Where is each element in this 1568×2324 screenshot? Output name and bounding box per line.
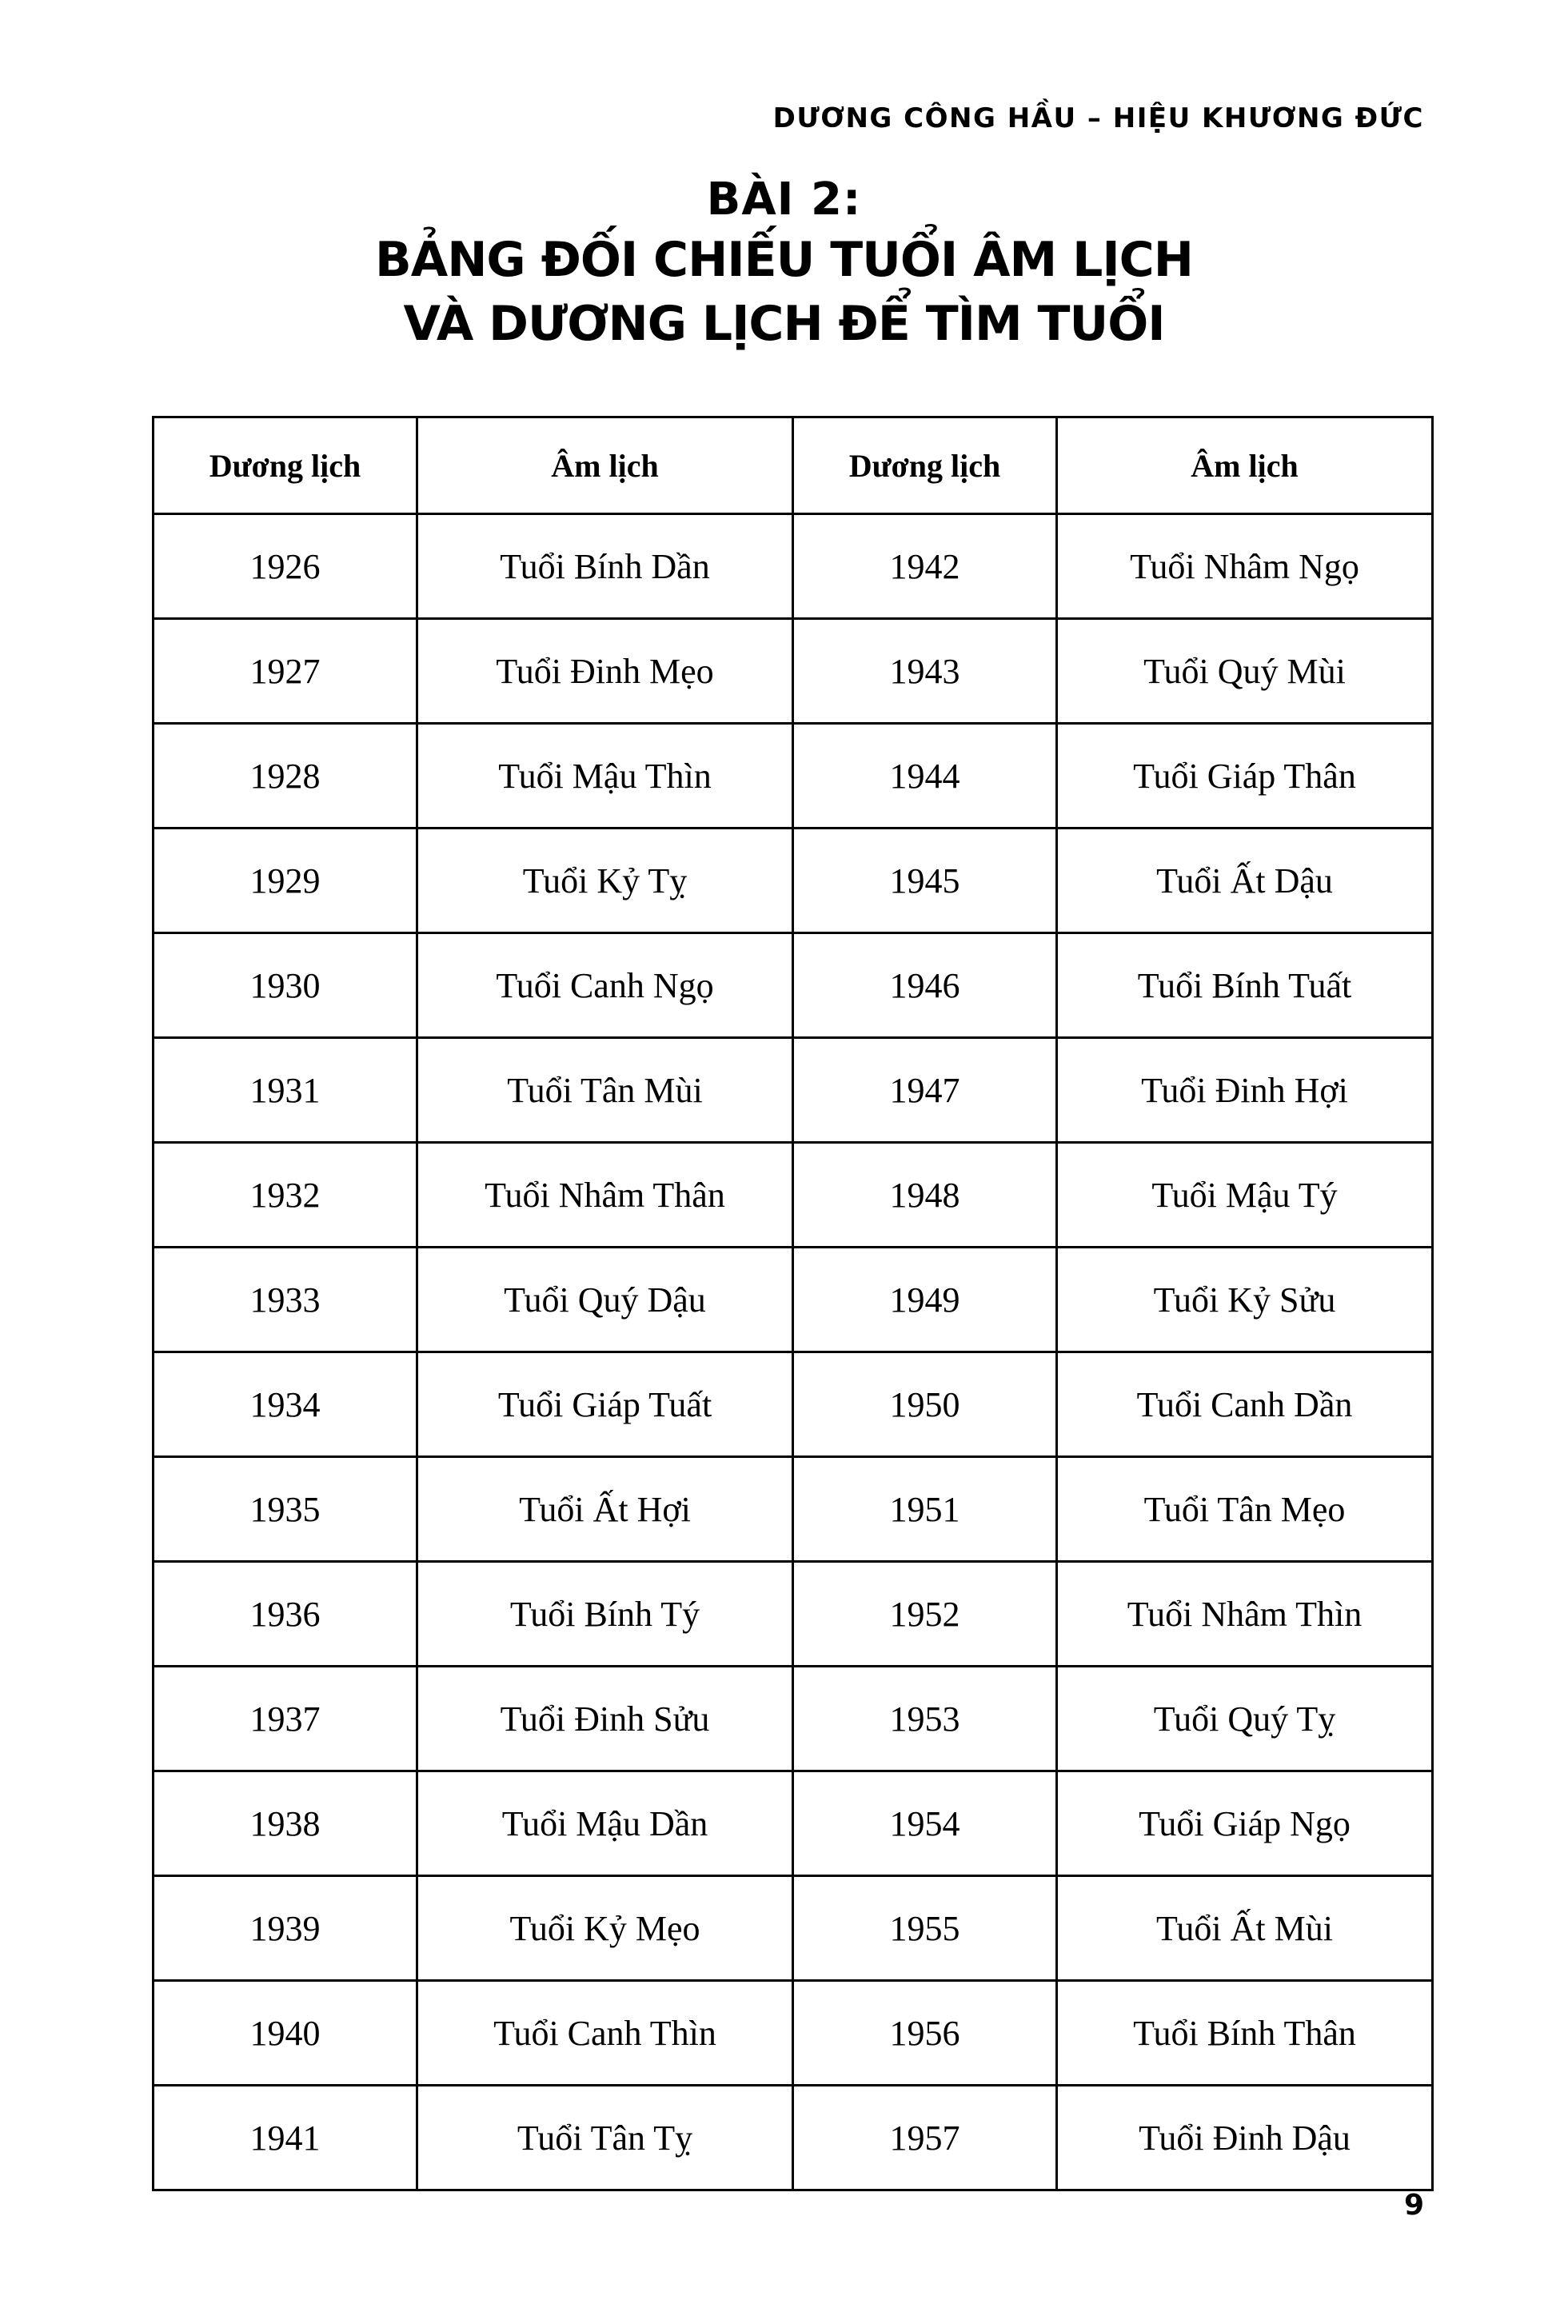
- cell-solar-year: 1955: [793, 1876, 1057, 1981]
- cell-solar-year: 1946: [793, 933, 1057, 1038]
- column-header-solar-1: Dương lịch: [154, 417, 417, 514]
- cell-lunar-age: Tuổi Giáp Tuất: [417, 1352, 793, 1457]
- title-line-3: VÀ DƯƠNG LỊCH ĐỂ TÌM TUỔI: [403, 296, 1165, 352]
- cell-solar-year: 1930: [154, 933, 417, 1038]
- cell-lunar-age: Tuổi Bính Dần: [417, 514, 793, 619]
- cell-lunar-age: Tuổi Bính Tý: [417, 1562, 793, 1667]
- table-row: [154, 1038, 1433, 1143]
- cell-lunar-age: Tuổi Kỷ Mẹo: [417, 1876, 793, 1981]
- cell-solar-year: 1940: [154, 1981, 417, 2086]
- table-row: [154, 1143, 1433, 1248]
- table-row: [154, 619, 1433, 724]
- cell-lunar-age: Tuổi Giáp Thân: [1057, 724, 1433, 829]
- table-row: [154, 724, 1433, 829]
- title-line-2: BẢNG ĐỐI CHIẾU TUỔI ÂM LỊCH: [375, 232, 1193, 288]
- cell-solar-year: 1941: [154, 2086, 417, 2190]
- cell-lunar-age: Tuổi Canh Thìn: [417, 1981, 793, 2086]
- cell-lunar-age: Tuổi Bính Thân: [1057, 1981, 1433, 2086]
- cell-solar-year: 1948: [793, 1143, 1057, 1248]
- cell-lunar-age: Tuổi Quý Dậu: [417, 1248, 793, 1352]
- cell-solar-year: 1957: [793, 2086, 1057, 2190]
- table-row: [154, 1248, 1433, 1352]
- cell-solar-year: 1935: [154, 1457, 417, 1562]
- title-line-1: BÀI 2:: [706, 174, 862, 226]
- column-header-lunar-1: Âm lịch: [417, 417, 793, 514]
- cell-solar-year: 1953: [793, 1667, 1057, 1771]
- cell-solar-year: 1951: [793, 1457, 1057, 1562]
- cell-solar-year: 1929: [154, 829, 417, 933]
- cell-solar-year: 1954: [793, 1771, 1057, 1876]
- cell-lunar-age: Tuổi Ất Hợi: [417, 1457, 793, 1562]
- age-conversion-table: [152, 416, 1434, 2191]
- table-row: [154, 829, 1433, 933]
- cell-solar-year: 1943: [793, 619, 1057, 724]
- cell-lunar-age: Tuổi Ất Dậu: [1057, 829, 1433, 933]
- cell-lunar-age: Tuổi Nhâm Thìn: [1057, 1562, 1433, 1667]
- table-row: [154, 1876, 1433, 1981]
- cell-lunar-age: Tuổi Quý Mùi: [1057, 619, 1433, 724]
- table-row: [154, 1352, 1433, 1457]
- table-row: [154, 1457, 1433, 1562]
- cell-lunar-age: Tuổi Đinh Mẹo: [417, 619, 793, 724]
- cell-lunar-age: Tuổi Ất Mùi: [1057, 1876, 1433, 1981]
- cell-solar-year: 1939: [154, 1876, 417, 1981]
- cell-lunar-age: Tuổi Canh Ngọ: [417, 933, 793, 1038]
- table-row: [154, 1667, 1433, 1771]
- cell-solar-year: 1952: [793, 1562, 1057, 1667]
- cell-solar-year: 1937: [154, 1667, 417, 1771]
- table-body: [154, 514, 1433, 2190]
- cell-lunar-age: Tuổi Nhâm Thân: [417, 1143, 793, 1248]
- cell-solar-year: 1944: [793, 724, 1057, 829]
- cell-lunar-age: Tuổi Giáp Ngọ: [1057, 1771, 1433, 1876]
- cell-lunar-age: Tuổi Tân Tỵ: [417, 2086, 793, 2190]
- table-header: [154, 417, 1433, 514]
- cell-lunar-age: Tuổi Đinh Hợi: [1057, 1038, 1433, 1143]
- table-row: [154, 1771, 1433, 1876]
- cell-solar-year: 1949: [793, 1248, 1057, 1352]
- table-row: [154, 1562, 1433, 1667]
- cell-solar-year: 1950: [793, 1352, 1057, 1457]
- cell-solar-year: 1931: [154, 1038, 417, 1143]
- cell-lunar-age: Tuổi Canh Dần: [1057, 1352, 1433, 1457]
- cell-solar-year: 1927: [154, 619, 417, 724]
- cell-solar-year: 1936: [154, 1562, 417, 1667]
- cell-solar-year: 1942: [793, 514, 1057, 619]
- cell-solar-year: 1956: [793, 1981, 1057, 2086]
- table-header-row: [154, 417, 1433, 514]
- table-row: [154, 2086, 1433, 2190]
- running-head: DƯƠNG CÔNG HẦU – HIỆU KHƯƠNG ĐỨC: [772, 102, 1424, 134]
- cell-lunar-age: Tuổi Mậu Thìn: [417, 724, 793, 829]
- column-header-lunar-2: Âm lịch: [1057, 417, 1433, 514]
- cell-solar-year: 1945: [793, 829, 1057, 933]
- cell-lunar-age: Tuổi Mậu Dần: [417, 1771, 793, 1876]
- column-header-solar-2: Dương lịch: [793, 417, 1057, 514]
- cell-solar-year: 1926: [154, 514, 417, 619]
- cell-solar-year: 1932: [154, 1143, 417, 1248]
- cell-lunar-age: Tuổi Quý Tỵ: [1057, 1667, 1433, 1771]
- cell-lunar-age: Tuổi Đinh Sửu: [417, 1667, 793, 1771]
- cell-lunar-age: Tuổi Kỷ Tỵ: [417, 829, 793, 933]
- page-title: [0, 172, 1568, 356]
- cell-lunar-age: Tuổi Kỷ Sửu: [1057, 1248, 1433, 1352]
- cell-lunar-age: Tuổi Tân Mùi: [417, 1038, 793, 1143]
- table-row: [154, 933, 1433, 1038]
- table-row: [154, 1981, 1433, 2086]
- cell-lunar-age: Tuổi Mậu Tý: [1057, 1143, 1433, 1248]
- cell-lunar-age: Tuổi Đinh Dậu: [1057, 2086, 1433, 2190]
- cell-solar-year: 1933: [154, 1248, 417, 1352]
- cell-solar-year: 1928: [154, 724, 417, 829]
- cell-lunar-age: Tuổi Bính Tuất: [1057, 933, 1433, 1038]
- cell-lunar-age: Tuổi Nhâm Ngọ: [1057, 514, 1433, 619]
- cell-solar-year: 1938: [154, 1771, 417, 1876]
- cell-solar-year: 1934: [154, 1352, 417, 1457]
- cell-lunar-age: Tuổi Tân Mẹo: [1057, 1457, 1433, 1562]
- page-number: 9: [1403, 2189, 1424, 2222]
- table-row: [154, 514, 1433, 619]
- cell-solar-year: 1947: [793, 1038, 1057, 1143]
